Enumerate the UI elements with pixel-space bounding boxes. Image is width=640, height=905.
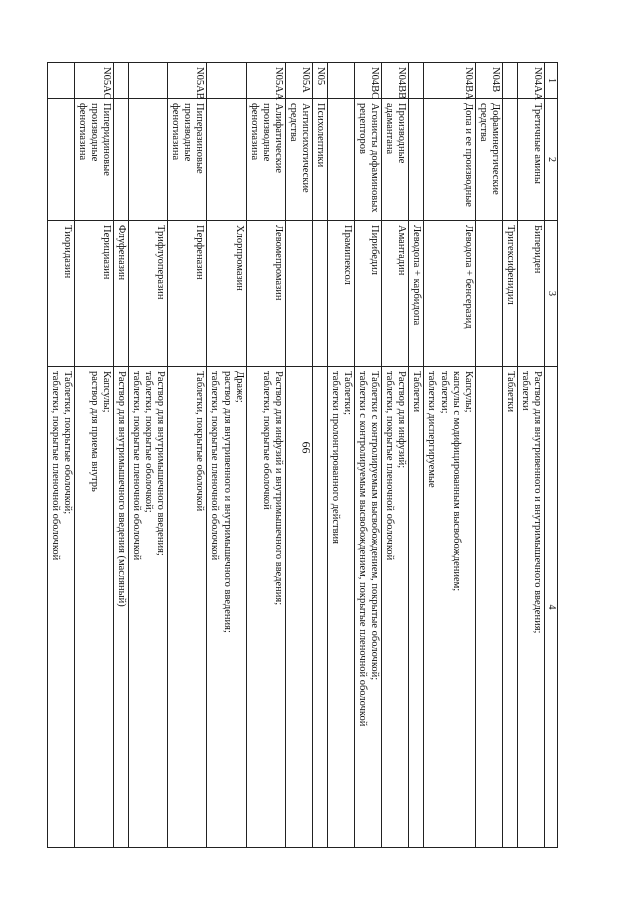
group-name-cell: Антипсихотические средства [285,99,312,221]
dosage-form-line: таблетки диспергируемые [426,371,438,488]
dosage-form-line: таблетки, покрытые пленочной оболочкой [131,371,143,561]
group-name-cell [129,99,168,221]
dosage-form-line: Драже; [233,371,245,403]
table-row [355,63,382,848]
atc-code-cell: N04BB [382,63,409,99]
atc-code-cell: N04AA [517,63,544,99]
dosage-form-line: таблетки, покрытые оболочкой [260,371,272,510]
page-number: 66 [299,441,314,454]
group-name-cell: Агонисты дофаминовых рецепторов [355,99,382,221]
substance-cell: Тригексифенидил [502,221,517,367]
dosage-form-line: Раствор для внутримышечного введения; [155,371,167,556]
dosage-form-line: Таблетки с контролируемым высвобождением, покрытые оболочкой; [369,371,381,681]
dosage-form-line: таблетки с контролируемым высвобождением, покрытые пленочной оболочкой [357,371,369,727]
group-name-cell: Психолептики [312,99,327,221]
atc-code-cell [409,63,424,99]
dosage-forms-cell [475,367,502,848]
substance-cell: Перициазин [74,221,113,367]
atc-code-cell: N05AA [246,63,285,99]
substance-cell: Перфеназин [168,221,207,367]
group-name-cell [502,99,517,221]
dosage-forms-cell [47,367,74,848]
drug-table [47,62,558,848]
dosage-forms-cell [328,367,355,848]
atc-code-cell: N04BA [424,63,475,99]
column-number: 3 [545,221,558,367]
table-row [328,63,355,848]
table-row [129,63,168,848]
group-name-cell: Пиперидиновые производные фенотиазина [74,99,113,221]
table-row [502,63,517,848]
group-name-cell: Дофаминергические средства [475,99,502,221]
dosage-form-line: Раствор для инфузий; [396,371,408,469]
table-row [168,63,207,848]
dosage-forms-cell [207,367,246,848]
dosage-form-line: Таблетки; [342,371,354,416]
dosage-forms-cell [517,367,544,848]
substance-cell: Леводопа + карбидопа [409,221,424,367]
dosage-forms-cell [312,367,327,848]
dosage-form-line: капсулы с модифицированным высвобождением; [450,371,462,592]
group-name-cell: Третичные амины [517,99,544,221]
dosage-form-line: таблетки пролонгированного действия [330,371,342,544]
group-name-cell: Пиперазиновые производные фенотиазина [168,99,207,221]
dosage-form-line: таблетки, покрытые пленочной оболочкой [384,371,396,561]
dosage-form-line: Таблетки, покрытые оболочкой [194,371,206,512]
column-number: 2 [545,99,558,221]
dosage-forms-cell [246,367,285,848]
table-row [74,63,113,848]
group-name-cell [409,99,424,221]
dosage-form-line: Таблетки, покрытые оболочкой; [61,371,73,515]
dosage-form-line: Раствор для внутримышечного введения (масляный) [116,371,128,607]
substance-cell [312,221,327,367]
substance-cell: Прамипексол [328,221,355,367]
column-number: 1 [545,63,558,99]
atc-code-cell: N05A [285,63,312,99]
substance-cell: Леводопа + бенсеразид [424,221,475,367]
dosage-form-line: Раствор для инфузий и внутримышечного введения; [272,371,284,606]
group-name-cell [47,99,74,221]
dosage-forms-cell [285,367,312,848]
group-name-cell: Допа и ее производные [424,99,475,221]
atc-code-cell [114,63,129,99]
atc-code-cell [502,63,517,99]
dosage-form-line: таблетки, покрытые пленочной оболочкой [49,371,61,561]
table-row [409,63,424,848]
group-name-cell [114,99,129,221]
dosage-form-line: раствор для внутривенного и внутримышечного введения; [221,371,233,633]
dosage-forms-cell [424,367,475,848]
dosage-form-line: таблетки, покрытые пленочной оболочкой [209,371,221,561]
dosage-form-line: Таблетки [504,371,516,413]
atc-code-cell: N05AB [168,63,207,99]
atc-code-cell: N04B [475,63,502,99]
dosage-forms-cell [355,367,382,848]
dosage-form-line: Таблетки [411,371,423,413]
substance-cell: Хлорпромазин [207,221,246,367]
substance-cell [475,221,502,367]
atc-code-cell [328,63,355,99]
table-row [47,63,74,848]
table-row [312,63,327,848]
atc-code-cell: N05 [312,63,327,99]
dosage-forms-cell [129,367,168,848]
table-row [382,63,409,848]
substance-cell: Трифлуоперазин [129,221,168,367]
substance-cell: Левомепромазин [246,221,285,367]
atc-code-cell: N04BC [355,63,382,99]
atc-code-cell [207,63,246,99]
dosage-form-line: таблетки [519,371,531,411]
substance-cell: Бипериден [517,221,544,367]
dosage-forms-cell [502,367,517,848]
group-name-cell [328,99,355,221]
dosage-forms-cell [382,367,409,848]
substance-cell: Пирибедил [355,221,382,367]
dosage-form-line: таблетки, покрытые оболочкой; [143,371,155,513]
dosage-forms-cell [168,367,207,848]
dosage-form-line: Капсулы; [462,371,474,413]
dosage-forms-cell [114,367,129,848]
atc-code-cell: N05AC [74,63,113,99]
dosage-form-line: Капсулы; [101,371,112,413]
table-row [424,63,475,848]
table-row [475,63,502,848]
atc-code-cell [47,63,74,99]
table-row [246,63,285,848]
atc-code-cell [129,63,168,99]
dosage-form-line: Раствор для внутривенного и внутримышечного введения; [532,371,543,634]
column-number-row [545,63,558,848]
table-row [207,63,246,848]
column-number: 4 [545,367,558,848]
substance-cell [285,221,312,367]
table-row [517,63,544,848]
dosage-forms-cell [74,367,113,848]
table-row [114,63,129,848]
drug-table-container [49,62,558,847]
substance-cell: Амантадин [382,221,409,367]
group-name-cell: Производные адамантана [382,99,409,221]
group-name-cell: Алифатические производные фенотиазина [246,99,285,221]
substance-cell: Тиоридазин [47,221,74,367]
dosage-form-line: раствор для приема внутрь [88,371,100,492]
group-name-cell [207,99,246,221]
dosage-form-line: таблетки; [438,371,450,414]
table-row [285,63,312,848]
substance-cell: Флуфеназин [114,221,129,367]
dosage-forms-cell [409,367,424,848]
